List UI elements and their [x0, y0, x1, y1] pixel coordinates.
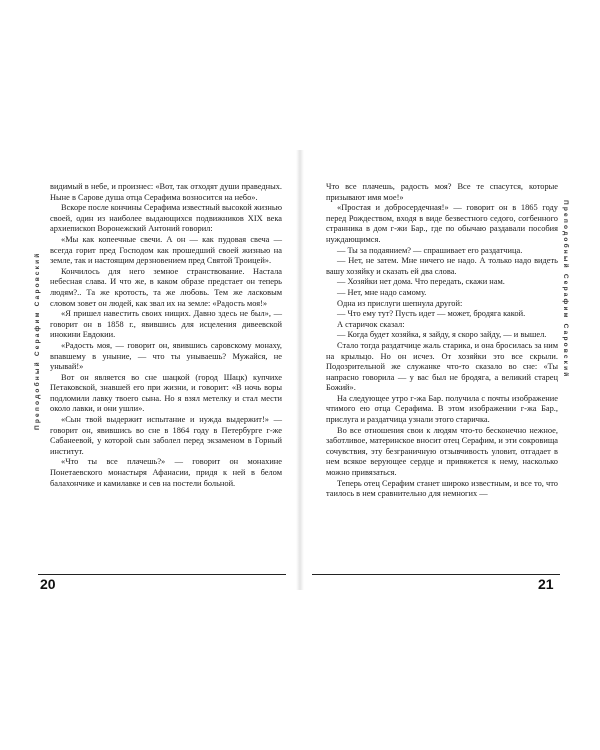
left-paragraph-9: «Что ты все плачешь?» — говорит он монахине Понетаевского монастыря Афанасии, придя к ней в белом балахончике и камилавке и сев на постели больной.	[50, 457, 282, 488]
right-paragraph-12: На следующее утро г-жа Бар. получила с почты изображение чтимого ею отца Серафима. В этом изображении г-жа Бар., прислуга и раздатчица узнали этого старичка.	[326, 393, 558, 425]
left-footer-rule	[38, 574, 286, 575]
left-paragraph-2: Вскоре после кончины Серафима известный высокой жизнью своей, один из наиболее выдающихся подвижников XIX века архиепископ Воронежский Антоний говорил:	[50, 203, 282, 234]
right-page-number: 21	[538, 576, 554, 592]
left-paragraph-3: «Мы как копеечные свечи. А он — как пудовая свеча — всегда горит пред Господом как прошедший своей жизнью на земле, так и настоящим дерзновением пред Святой Троицей».	[50, 234, 282, 266]
right-paragraph-3: — Ты за подаянием? — спрашивает его раздатчица.	[337, 245, 523, 255]
right-running-title: Преподобный Серафим Саровский	[562, 200, 569, 379]
right-paragraph-7: Одна из прислуги шепнула другой:	[337, 298, 463, 308]
right-paragraph-6: — Нет, мне надо самому.	[337, 287, 427, 297]
gutter-shadow	[296, 150, 304, 590]
right-paragraph-14: Теперь отец Серафим станет широко известным, и все то, что таилось в нем сравнительно для немногих —	[326, 478, 558, 499]
left-page-text	[50, 182, 282, 489]
right-paragraph-2: «Простая и добросердечная!» — говорит он в 1865 году перед Рождеством, входя в виде безвестного седого, согбенного странника в дом г-жи Бар., где по обычаю раздавали пособия нуждающимся.	[326, 203, 558, 244]
left-paragraph-1: видимый в небе, и произнес: «Вот, так отходят души праведных. Ныне в Сарове душа отца Серафима возносится на небо».	[50, 182, 282, 202]
left-running-title: Преподобный Серафим Саровский	[34, 251, 41, 430]
right-paragraph-5: — Хозяйки нет дома. Что передать, скажи нам.	[337, 277, 505, 287]
left-page-number: 20	[40, 576, 56, 592]
left-paragraph-6: «Радость моя, — говорит он, явившись саровскому монаху, впавшему в уныние, — что ты унываешь? Мужайся, не унывай!»	[50, 340, 282, 372]
left-paragraph-5: «Я пришел навестить своих нищих. Давно здесь не был», — говорит он в 1858 г., явившись для исцеления дивеевской инокини Евдокии.	[50, 309, 282, 340]
right-paragraph-1: Что все плачешь, радость моя? Все те спасутся, которые призывают имя мое!»	[326, 182, 558, 202]
left-paragraph-8: «Сын твой выдержит испытание и нужда выдержит!» — говорит он, явившись во сне в 1864 году в Петербурге г-же Сабанеевой, у которой сын заболел перед экзаменом в Горный институт.	[50, 415, 282, 456]
right-paragraph-9: А старичок сказал:	[337, 319, 405, 329]
right-paragraph-11: Стало тогда раздатчице жаль старика, и она бросилась за ним на крыльцо. Но он исчез. От хозяйки это все скрыли. Подозрительной же служанке что-то сказало во сне: «Ты напрасно говорила — у вас был не бродяга, а великий старец Божий».	[326, 340, 558, 393]
right-paragraph-4: — Нет, не затем. Мне ничего не надо. А только надо видеть вашу хозяйку и сказать ей два слова.	[326, 256, 558, 276]
right-page-text	[326, 182, 558, 500]
right-paragraph-10: — Когда будет хозяйка, я зайду, я скоро зайду, — и вышел.	[337, 330, 547, 340]
right-paragraph-8: — Что ему тут? Пусть идет — может, бродяга какой.	[337, 309, 526, 319]
right-paragraph-13: Во все отношения свои к людям что-то бесконечно нежное, заботливое, материнское вносит отец Серафим, и эти сокровища сочувствия, эту безграничную отзывчивость уловит, отгадает в нем всякое верующее сердце и привяжется к нему, насколько можно привязаться.	[326, 425, 558, 478]
right-footer-rule	[312, 574, 560, 575]
left-paragraph-7: Вот он является во сне шацкой (город Шацк) купчихе Петаковской, знавшей его при жизни, и говорит: «В ночь воры подломили лавку твоего сына. Но я взял метелку и стал мести около лавки, и они ушли».	[50, 372, 282, 414]
left-paragraph-4: Кончилось для него земное странствование. Настала небесная слава. И что же, в каком образе предстает он теперь людям?.. Та же кротость, та же любовь. Тем же ласковым словом зовет он людей, как звал их на земле: «Радость моя!»	[50, 266, 282, 308]
